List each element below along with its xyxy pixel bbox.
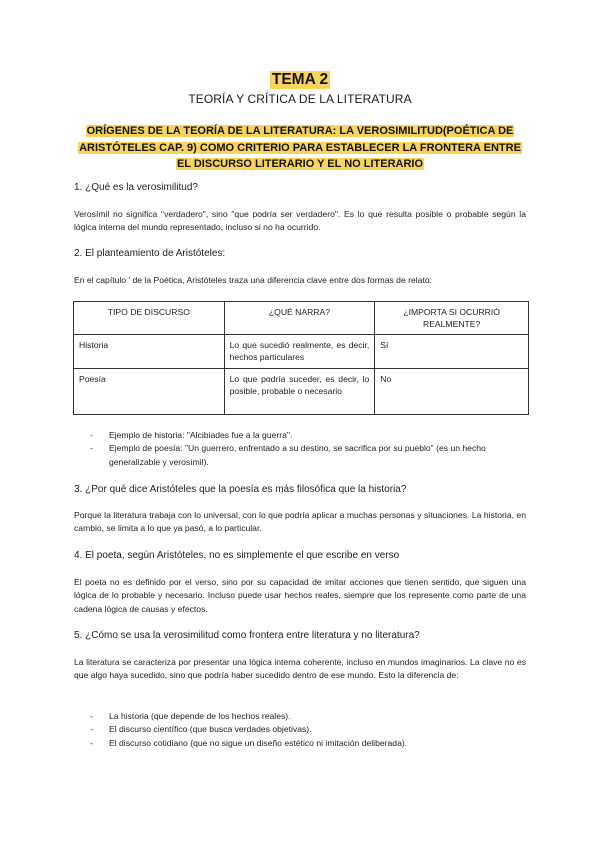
table-cell: Poesía (74, 369, 225, 415)
section-2-title: 2. El planteamiento de Aristóteles: (74, 248, 226, 259)
document-title: TEMA 2 (271, 71, 329, 88)
table-cell: Historia (74, 335, 225, 369)
section-2-text: En el capítulo ' de la Poética, Aristóteles traza una diferencia clave entre dos formas de relato: (74, 275, 433, 285)
list-item: - El discurso cotidiano (que no sigue un diseño estético ni imitación deliberada). (84, 737, 528, 750)
table-cell: No (375, 369, 529, 415)
section-5-text: La literatura se caracteriza por presentar una lógica interna coherente, incluso en mundos imaginarios. La clave no es que algo haya sucedido, sino que podría haber sucedido dentro de ese mundo. Esto la diferencia de: (74, 657, 526, 681)
table-row (74, 335, 529, 369)
table-row (74, 369, 529, 415)
main-heading (74, 123, 526, 173)
section-3-title: 3. ¿Por qué dice Aristóteles que la poesía es más filosófica que la historia? (74, 484, 407, 495)
table-cell: Lo que sucedió realmente, es decir, hechos particulares (224, 335, 375, 369)
heading-line: ARISTÓTELES CAP. 9) COMO CRITERIO PARA ESTABLECER LA FRONTERA ENTRE (79, 141, 521, 154)
section-1-text: Verosímil no significa "verdadero", sino "que podría ser verdadero". Es lo que resulta posible o probable según la lógica interna del mundo representado, incluso si no ha ocurrido. (74, 209, 526, 233)
list-item: - Ejemplo de poesía: "Un guerrero, enfrentado a su destino, se sacrifica por su pueblo" (es un hecho generalizable y verosímil). (84, 442, 528, 469)
discourse-table (73, 301, 529, 415)
table-cell: Lo que podría suceder, es decir, lo posible, probable o necesario (224, 369, 375, 415)
table-cell: Sí (375, 335, 529, 369)
section-4-title: 4. El poeta, según Aristóteles, no es simplemente el que escribe en verso (74, 550, 400, 561)
section-5-title: 5. ¿Cómo se usa la verosimilitud como frontera entre literatura y no literatura? (74, 630, 420, 641)
list-item: - La historia (que depende de los hechos reales). (84, 710, 528, 723)
differences-list (84, 710, 528, 750)
table-header: TIPO DE DISCURSO (74, 302, 225, 335)
document-subtitle: TEORÍA Y CRÍTICA DE LA LITERATURA (188, 92, 412, 106)
section-4-text: El poeta no es definido por el verso, sino por su capacidad de imitar acciones que tienen sentido, que siguen una lógica de lo probable y necesario. Incluso puede usar hechos reales, siempre que los represente como parte de una cadena lógica de causas y efectos. (74, 577, 526, 614)
list-item: - Ejemplo de historia: "Alcibiades fue a la guerra". (84, 429, 528, 442)
list-item: - El discurso científico (que busca verdades objetivas). (84, 723, 528, 736)
heading-line: ORÍGENES DE LA TEORÍA DE LA LITERATURA: LA VEROSIMILITUD(POÉTICA DE (86, 125, 514, 137)
heading-line: EL DISCURSO LITERARIO Y EL NO LITERARIO (176, 158, 424, 170)
table-header: ¿IMPORTA SI OCURRIÓ REALMENTE? (375, 302, 529, 335)
table-header: ¿QUÉ NARRA? (224, 302, 375, 335)
section-1-title: 1. ¿Qué es la verosimilitud? (74, 182, 198, 193)
section-3-text: Porque la literatura trabaja con lo universal, con lo que podría aplicar a muchas personas y situaciones. La historia, en cambio, se limita a lo que ya pasó, a lo particular. (74, 510, 526, 534)
examples-list (84, 429, 528, 469)
table-header-row (74, 302, 529, 335)
